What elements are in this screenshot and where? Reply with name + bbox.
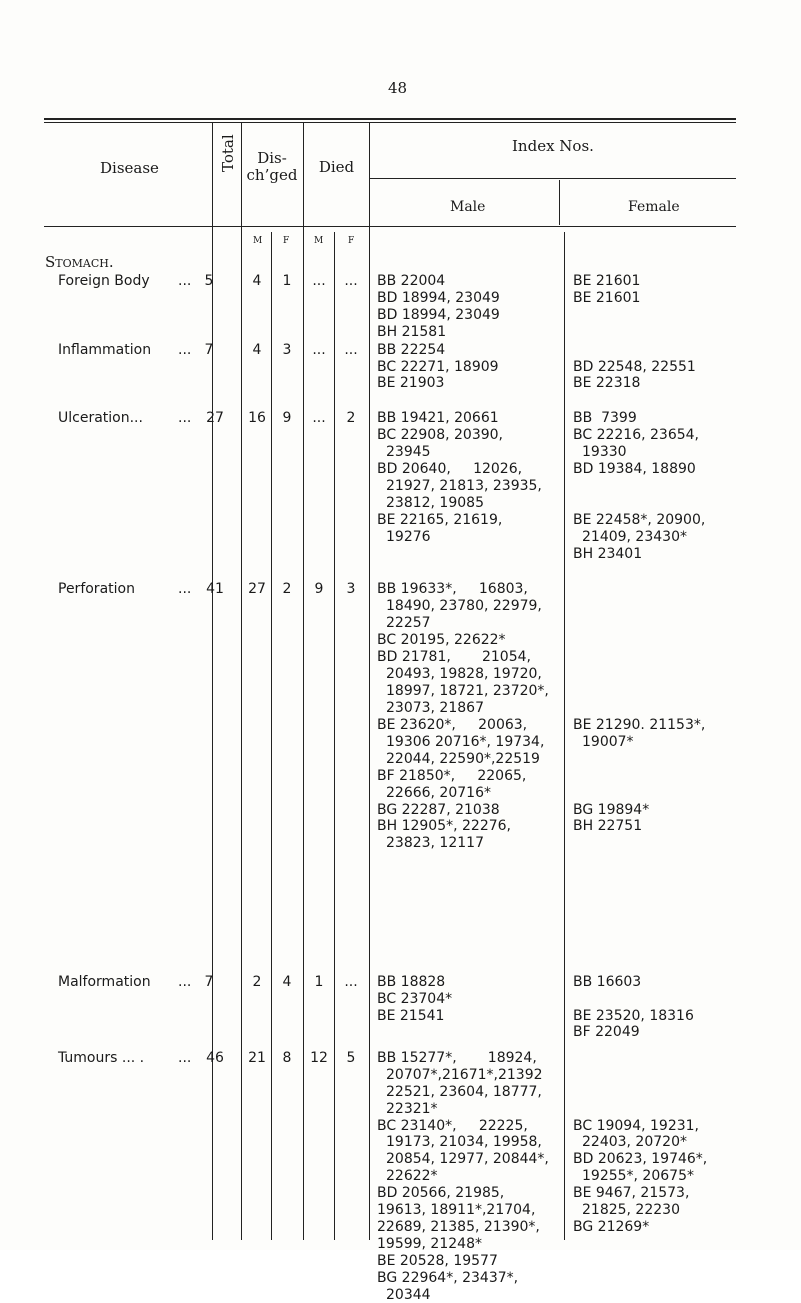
male-index-line: BB 22004 — [377, 272, 446, 289]
section-label: Stomach. — [45, 253, 114, 272]
male-index-line: BH 21581 — [377, 323, 447, 340]
total-cell: 5 — [204, 272, 214, 289]
female-index-line: BE 21601 — [573, 289, 641, 306]
sub-m-died: M — [314, 236, 324, 247]
male-index-line: 23812, 19085 — [386, 494, 484, 511]
male-index-line: 18997, 18721, 23720*, — [386, 683, 549, 700]
female-index-line: BB 16603 — [573, 973, 642, 990]
male-index-line: BB 19633*, 16803, — [377, 581, 528, 598]
male-index-line: BC 22271, 18909 — [377, 358, 499, 375]
header-died: Died — [318, 158, 355, 176]
female-index-line: 19255*, 20675* — [582, 1168, 694, 1185]
female-index-line: BC 19094, 19231, — [573, 1117, 700, 1134]
male-index-line: 23823, 12117 — [386, 835, 484, 852]
female-index-line: 19330 — [582, 444, 627, 461]
discharged-m: 16 — [248, 410, 266, 427]
male-index-line: 22521, 23604, 18777, — [386, 1083, 542, 1100]
female-index-line: BH 22751 — [573, 818, 643, 835]
female-index-line: BD 22548, 22551 — [573, 358, 696, 375]
disease-name: Malformation — [58, 973, 151, 990]
male-index-line: BD 18994, 23049 — [377, 306, 500, 323]
male-index-line: 18490, 23780, 22979, — [386, 598, 542, 615]
died-f: ... — [344, 341, 358, 358]
top-rule-2 — [44, 122, 736, 123]
leader: ... — [178, 410, 192, 427]
male-index-line: BE 21903 — [377, 375, 445, 392]
female-index-line: BE 21601 — [573, 272, 641, 289]
female-index-line: BE 9467, 21573, — [573, 1185, 690, 1202]
male-index-line: BB 18828 — [377, 973, 446, 990]
male-index-line: BD 18994, 23049 — [377, 289, 500, 306]
female-index-line: BF 22049 — [573, 1024, 640, 1041]
male-index-line: BE 23620*, 20063, — [377, 716, 528, 733]
female-index-line: 21409, 23430* — [582, 528, 687, 545]
male-index-line: BE 20528, 19577 — [377, 1252, 498, 1269]
sub-f-discharged: F — [283, 236, 290, 247]
male-index-line: 19306 20716*, 19734, — [386, 733, 545, 750]
female-index-line: BD 20623, 19746*, — [573, 1151, 708, 1168]
male-index-line: BD 20640, 12026, — [377, 461, 523, 478]
discharged-f: 2 — [282, 581, 292, 598]
female-index-line: 21825, 22230 — [582, 1202, 680, 1219]
died-m: 9 — [314, 581, 324, 598]
male-index-line: BC 22908, 20390, — [377, 427, 504, 444]
total-cell: 7 — [204, 973, 214, 990]
total-cell: 27 — [206, 410, 224, 427]
female-index-line: 19007* — [582, 733, 634, 750]
col-divider — [369, 122, 370, 1240]
discharged-f: 3 — [282, 341, 292, 358]
died-m: ... — [312, 410, 326, 427]
sub-f-died: F — [348, 236, 355, 247]
female-index-line: BG 21269* — [573, 1219, 650, 1236]
male-index-line: BC 20195, 22622* — [377, 632, 506, 649]
discharged-m: 21 — [248, 1049, 266, 1066]
died-m: 12 — [310, 1049, 328, 1066]
header-disease: Disease — [100, 159, 159, 177]
died-f: 2 — [346, 410, 356, 427]
col-divider — [334, 232, 335, 1240]
top-rule — [44, 118, 736, 120]
disease-name: Foreign Body — [58, 272, 150, 289]
male-index-line: 20707*,21671*,21392 — [386, 1066, 543, 1083]
female-index-line: BB 7399 — [573, 410, 637, 427]
total-cell: 7 — [204, 341, 214, 358]
discharged-m: 4 — [252, 341, 262, 358]
discharged-m: 2 — [252, 973, 262, 990]
male-index-line: 20344 — [386, 1286, 431, 1303]
disease-name: Ulceration... — [58, 410, 143, 427]
leader: ... — [178, 1049, 192, 1066]
female-index-line: BC 22216, 23654, — [573, 427, 700, 444]
male-index-line: 21927, 21813, 23935, — [386, 478, 542, 494]
total-cell: 46 — [206, 1049, 224, 1066]
leader: ... — [178, 973, 192, 990]
header-discharged-2: ch’ged — [246, 166, 298, 184]
header-male: Male — [450, 199, 486, 215]
male-index-line: 19173, 21034, 19958, — [386, 1134, 542, 1151]
discharged-f: 4 — [282, 973, 292, 990]
male-index-line: 20493, 19828, 19720, — [386, 666, 542, 683]
male-index-line: BG 22287, 21038 — [377, 801, 500, 818]
female-index-line: BE 22458*, 20900, — [573, 511, 706, 528]
page-number: 48 — [388, 79, 408, 97]
male-index-line: 23945 — [386, 444, 431, 461]
male-index-line: 22044, 22590*,22519 — [386, 750, 540, 767]
total-cell: 41 — [206, 581, 224, 598]
index-rule — [369, 178, 736, 179]
male-index-line: 22622* — [386, 1168, 438, 1185]
col-divider — [564, 232, 565, 1240]
male-index-line: BE 22165, 21619, — [377, 511, 503, 528]
header-total: Total — [219, 134, 237, 172]
died-f: 5 — [346, 1049, 356, 1066]
discharged-f: 1 — [282, 272, 292, 289]
male-index-line: BG 22964*, 23437*, — [377, 1269, 519, 1286]
female-index-line: BE 23520, 18316 — [573, 1007, 694, 1024]
male-index-line: 20854, 12977, 20844*, — [386, 1151, 549, 1168]
female-index-line: BH 23401 — [573, 545, 643, 562]
female-index-line: BE 22318 — [573, 375, 641, 392]
col-divider — [271, 232, 272, 1240]
col-divider — [303, 122, 304, 1240]
disease-name: Perforation — [58, 581, 135, 598]
male-index-line: 22689, 21385, 21390*, — [377, 1219, 540, 1236]
male-index-line: BF 21850*, 22065, — [377, 767, 527, 784]
header-discharged-1: Dis- — [257, 149, 287, 167]
died-f: ... — [344, 973, 358, 990]
male-index-line: 22321* — [386, 1100, 438, 1117]
male-index-line: 22257 — [386, 615, 431, 632]
discharged-f: 9 — [282, 410, 292, 427]
female-index-line: BE 21290. 21153*, — [573, 716, 706, 733]
male-index-line: BE 21541 — [377, 1007, 445, 1024]
male-index-line: BC 23704* — [377, 990, 453, 1007]
female-index-line: BD 19384, 18890 — [573, 461, 696, 478]
male-index-line: 19276 — [386, 528, 431, 545]
died-f: ... — [344, 272, 358, 289]
col-divider — [559, 180, 560, 225]
male-index-line: BB 19421, 20661 — [377, 410, 499, 427]
died-m: ... — [312, 341, 326, 358]
female-index-line: 22403, 20720* — [582, 1134, 687, 1151]
discharged-m: 4 — [252, 272, 262, 289]
col-divider — [212, 122, 213, 1240]
male-index-line: BD 21781, 21054, — [377, 649, 531, 666]
disease-name: Inflammation — [58, 341, 152, 358]
male-index-line: 23073, 21867 — [386, 699, 484, 716]
leader: ... — [178, 341, 192, 358]
header-female: Female — [628, 199, 680, 215]
male-index-line: 19599, 21248* — [377, 1236, 482, 1253]
male-index-line: 22666, 20716* — [386, 784, 491, 801]
leader: ... — [178, 272, 192, 289]
sub-m-discharged: M — [253, 236, 263, 247]
col-divider — [241, 122, 242, 1240]
died-m: ... — [312, 272, 326, 289]
discharged-f: 8 — [282, 1049, 292, 1066]
header-rule — [44, 226, 736, 227]
male-index-line: 19613, 18911*,21704, — [377, 1202, 536, 1219]
died-m: 1 — [314, 973, 324, 990]
male-index-line: BC 23140*, 22225, — [377, 1117, 528, 1134]
female-index-line: BG 19894* — [573, 801, 650, 818]
male-index-line: BD 20566, 21985, — [377, 1185, 505, 1202]
disease-name: Tumours ... . — [58, 1049, 145, 1066]
header-index-nos: Index Nos. — [512, 137, 594, 155]
male-index-line: BH 12905*, 22276, — [377, 818, 512, 835]
died-f: 3 — [346, 581, 356, 598]
discharged-m: 27 — [248, 581, 266, 598]
male-index-line: BB 15277*, 18924, — [377, 1049, 537, 1066]
male-index-line: BB 22254 — [377, 341, 446, 358]
leader: ... — [178, 581, 192, 598]
